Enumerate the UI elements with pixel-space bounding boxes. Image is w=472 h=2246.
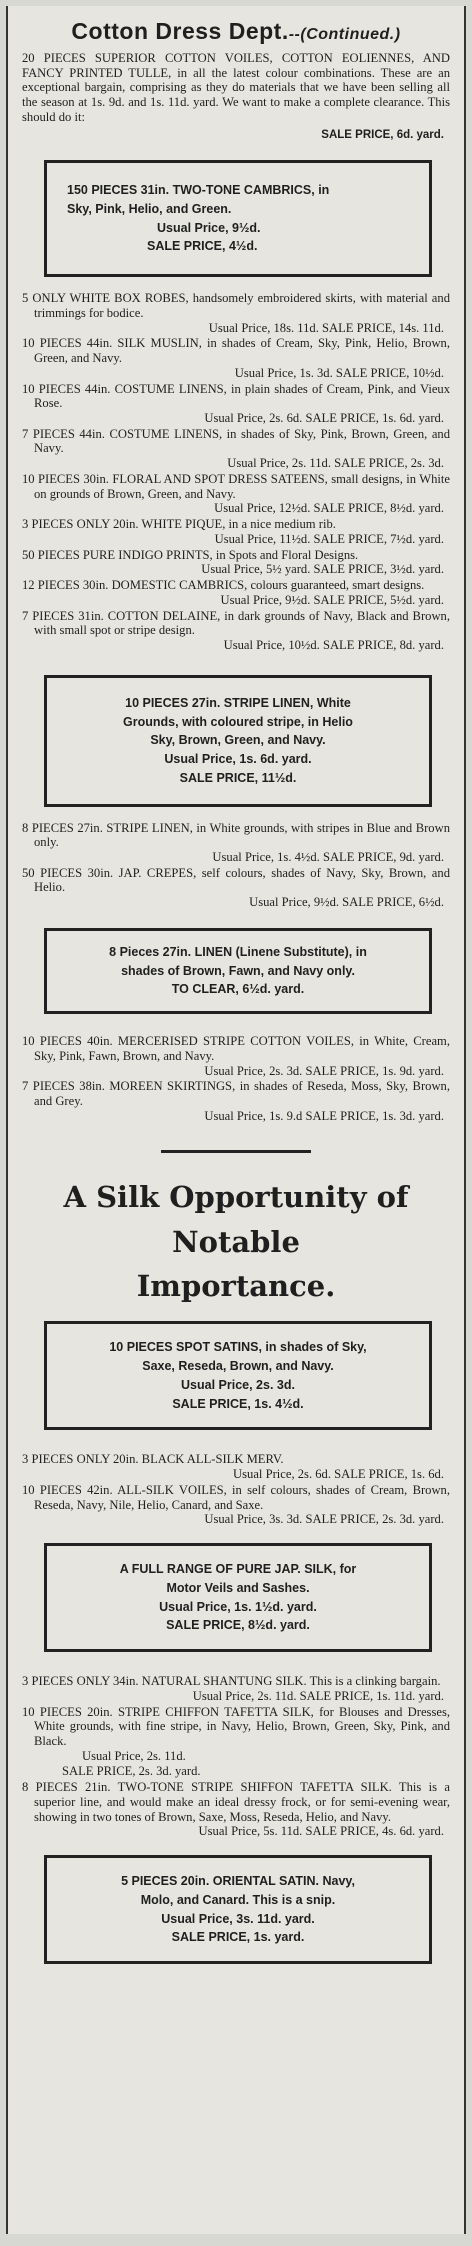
items-list-2 xyxy=(22,821,450,910)
box-line: Usual Price, 9½d. xyxy=(157,220,261,235)
item-price: Usual Price, 11½d. SALE PRICE, 7½d. yard. xyxy=(214,531,444,546)
intro-price: SALE PRICE, 6d. yard. xyxy=(321,128,444,141)
list-item: 5 ONLY WHITE BOX ROBES, handsomely embroidered skirts, with material and trimmings for bodice. xyxy=(22,291,450,320)
box-line: Usual Price, 3s. 11d. yard. xyxy=(161,1911,315,1926)
list-item: 50 PIECES 30in. JAP. CREPES, self colours, shades of Navy, Sky, Brown, and Helio. xyxy=(22,865,450,895)
items-list-4 xyxy=(22,1452,450,1527)
intro-paragraph: 20 PIECES SUPERIOR COTTON VOILES, COTTON EOLIENNES, AND FANCY PRINTED TULLE, in all the latest colour combinations. These are an exceptional bargain, comprising as they do materials that we have been selling all the season at 1s. 9d. and 1s. 11d. yard. We want to make a complete clearance. This should do it: xyxy=(22,51,450,124)
jap-silk-offer-box xyxy=(44,1543,432,1652)
list-item: 7 PIECES 44in. COSTUME LINENS, in shades of Sky, Pink, Brown, Green, and Navy. xyxy=(22,426,450,456)
linen-substitute-offer-box xyxy=(44,928,432,1014)
items-list-3 xyxy=(22,1034,450,1123)
list-item: 10 PIECES 20in. STRIPE CHIFFON TAFETTA SILK, for Blouses and Dresses, White grounds, with fine stripe, in Navy, Helio, Brown, Green, Sky, Pink, and Black. xyxy=(22,1704,450,1748)
box-line: Molo, and Canard. This is a snip. xyxy=(140,1892,336,1907)
list-item: 12 PIECES 30in. DOMESTIC CAMBRICS, colours guaranteed, smart designs. xyxy=(22,578,425,593)
advertisement-column xyxy=(6,6,466,2234)
list-item: 10 PIECES 42in. ALL-SILK VOILES, in self colours, shades of Cream, Brown, Reseda, Navy, Nile, Helio, Canard, and Saxe. xyxy=(22,1482,450,1512)
box-line: Usual Price, 1s. 1½d. yard. xyxy=(159,1599,317,1614)
box-line: SALE PRICE, 8½d. yard. xyxy=(166,1618,310,1633)
list-item: 10 PIECES 44in. COSTUME LINENS, in plain shades of Cream, Pink, and Vieux Rose. xyxy=(22,381,450,411)
box-line: Sky, Pink, Helio, and Green. xyxy=(67,201,232,216)
item-price: Usual Price, 2s. 3d. SALE PRICE, 1s. 9d. yard. xyxy=(204,1063,444,1078)
item-price: Usual Price, 1s. 9.d SALE PRICE, 1s. 3d. yard. xyxy=(204,1108,444,1123)
list-item: 10 PIECES 30in. FLORAL AND SPOT DRESS SATEENS, small designs, in White on grounds of Brown, Green, and Navy. xyxy=(22,471,450,501)
box-line: A FULL RANGE OF PURE JAP. SILK, for xyxy=(119,1562,357,1577)
spot-satins-offer-box xyxy=(44,1321,432,1430)
item-price: Usual Price, 18s. 11d. SALE PRICE, 14s. 11d. xyxy=(208,320,444,335)
box-line: Usual Price, 2s. 3d. xyxy=(181,1377,295,1392)
list-item: 8 PIECES 21in. TWO-TONE STRIPE SHIFFON TAFETTA SILK. This is a superior line, and would make an ideal dressy frock, or for semi-evening wear, showing in two tones of Brown, Saxe, Moss, Reseda, Helio, and Navy. xyxy=(22,1780,450,1824)
box-line: 8 Pieces 27in. LINEN (Linene Substitute), in xyxy=(109,944,367,959)
item-price: Usual Price, 9½d. SALE PRICE, 6½d. xyxy=(249,895,444,910)
box-line: Usual Price, 1s. 6d. yard. xyxy=(164,752,312,766)
stripe-linen-offer-box xyxy=(44,675,432,807)
list-item: 10 PIECES 40in. MERCERISED STRIPE COTTON VOILES, in White, Cream, Sky, Pink, Fawn, Brown, and Navy. xyxy=(22,1034,450,1063)
item-price: Usual Price, 2s. 11d. SALE PRICE, 2s. 3d. xyxy=(227,456,444,471)
department-title: Cotton Dress Dept. xyxy=(71,18,289,44)
silk-heading-line: Importance. xyxy=(136,1269,336,1304)
box-line: SALE PRICE, 4½d. xyxy=(147,239,258,254)
list-item: 7 PIECES 31in. COTTON DELAINE, in dark grounds of Navy, Black and Brown, with small spot or stripe design. xyxy=(22,608,450,638)
box-line: Grounds, with coloured stripe, in Helio xyxy=(123,714,353,729)
box-line: 5 PIECES 20in. ORIENTAL SATIN. Navy, xyxy=(121,1874,355,1889)
item-price: Usual Price, 1s. 4½d. SALE PRICE, 9d. yard. xyxy=(212,849,444,864)
department-heading xyxy=(22,18,450,45)
item-price: SALE PRICE, 2s. 3d. yard. xyxy=(62,1764,201,1779)
list-item: 3 PIECES ONLY 20in. BLACK ALL-SILK MERV. xyxy=(22,1452,284,1467)
items-list-1 xyxy=(22,291,450,653)
box-line: Motor Veils and Sashes. xyxy=(166,1580,310,1595)
silk-heading-line: A Silk Opportunity of Notable xyxy=(63,1179,409,1259)
item-price: Usual Price, 2s. 6d. SALE PRICE, 1s. 6d. xyxy=(233,1467,444,1482)
item-price: Usual Price, 9½d. SALE PRICE, 5½d. yard. xyxy=(220,592,444,607)
list-item: 8 PIECES 27in. STRIPE LINEN, in White grounds, with stripes in Blue and Brown only. xyxy=(22,820,450,850)
silk-section-heading xyxy=(22,1175,450,1310)
list-item: 10 PIECES 44in. SILK MUSLIN, in shades of Cream, Sky, Pink, Helio, Brown, Green, and Navy. xyxy=(22,336,450,366)
box-line: 150 PIECES 31in. TWO-TONE CAMBRICS, in xyxy=(67,183,330,198)
box-line: SALE PRICE, 1s. yard. xyxy=(171,1930,305,1945)
item-price: Usual Price, 2s. 6d. SALE PRICE, 1s. 6d. yard. xyxy=(204,411,444,425)
box-line: Sky, Brown, Green, and Navy. xyxy=(150,733,326,748)
cambrics-offer-box xyxy=(44,160,432,277)
box-line: 10 PIECES SPOT SATINS, in shades of Sky, xyxy=(109,1340,367,1355)
continued-label: --(Continued.) xyxy=(288,26,401,43)
box-line: SALE PRICE, 1s. 4½d. xyxy=(172,1396,304,1411)
item-price: Usual Price, 1s. 3d. SALE PRICE, 10½d. xyxy=(234,365,444,380)
box-line: Saxe, Reseda, Brown, and Navy. xyxy=(142,1359,334,1374)
item-price: Usual Price, 10½d. SALE PRICE, 8d. yard. xyxy=(223,638,444,653)
item-price: Usual Price, 2s. 11d. SALE PRICE, 1s. 11d. yard. xyxy=(192,1688,444,1703)
section-divider xyxy=(161,1150,311,1153)
list-item: 3 PIECES ONLY 20in. WHITE PIQUE, in a nice medium rib. xyxy=(22,517,336,532)
box-line: shades of Brown, Fawn, and Navy only. xyxy=(121,963,355,978)
box-line: TO CLEAR, 6½d. yard. xyxy=(171,982,305,997)
list-item: 7 PIECES 38in. MOREEN SKIRTINGS, in shades of Reseda, Moss, Sky, Brown, and Grey. xyxy=(22,1079,450,1109)
list-item: 50 PIECES PURE INDIGO PRINTS, in Spots and Floral Designs. xyxy=(22,547,359,562)
list-item: 3 PIECES ONLY 34in. NATURAL SHANTUNG SILK. This is a clinking bargain. xyxy=(22,1674,441,1689)
box-line: SALE PRICE, 11½d. xyxy=(179,770,297,785)
item-price: Usual Price, 12½d. SALE PRICE, 8½d. yard. xyxy=(214,501,444,516)
oriental-satin-offer-box xyxy=(44,1855,432,1964)
box-line: 10 PIECES 27in. STRIPE LINEN, White xyxy=(125,695,351,710)
item-price: Usual Price, 3s. 3d. SALE PRICE, 2s. 3d. yard. xyxy=(204,1512,444,1527)
item-price: Usual Price, 2s. 11d. xyxy=(82,1748,186,1763)
item-price: Usual Price, 5½ yard. SALE PRICE, 3½d. yard. xyxy=(201,562,444,577)
items-list-5 xyxy=(22,1674,450,1839)
item-price: Usual Price, 5s. 11d. SALE PRICE, 4s. 6d. yard. xyxy=(198,1824,444,1839)
